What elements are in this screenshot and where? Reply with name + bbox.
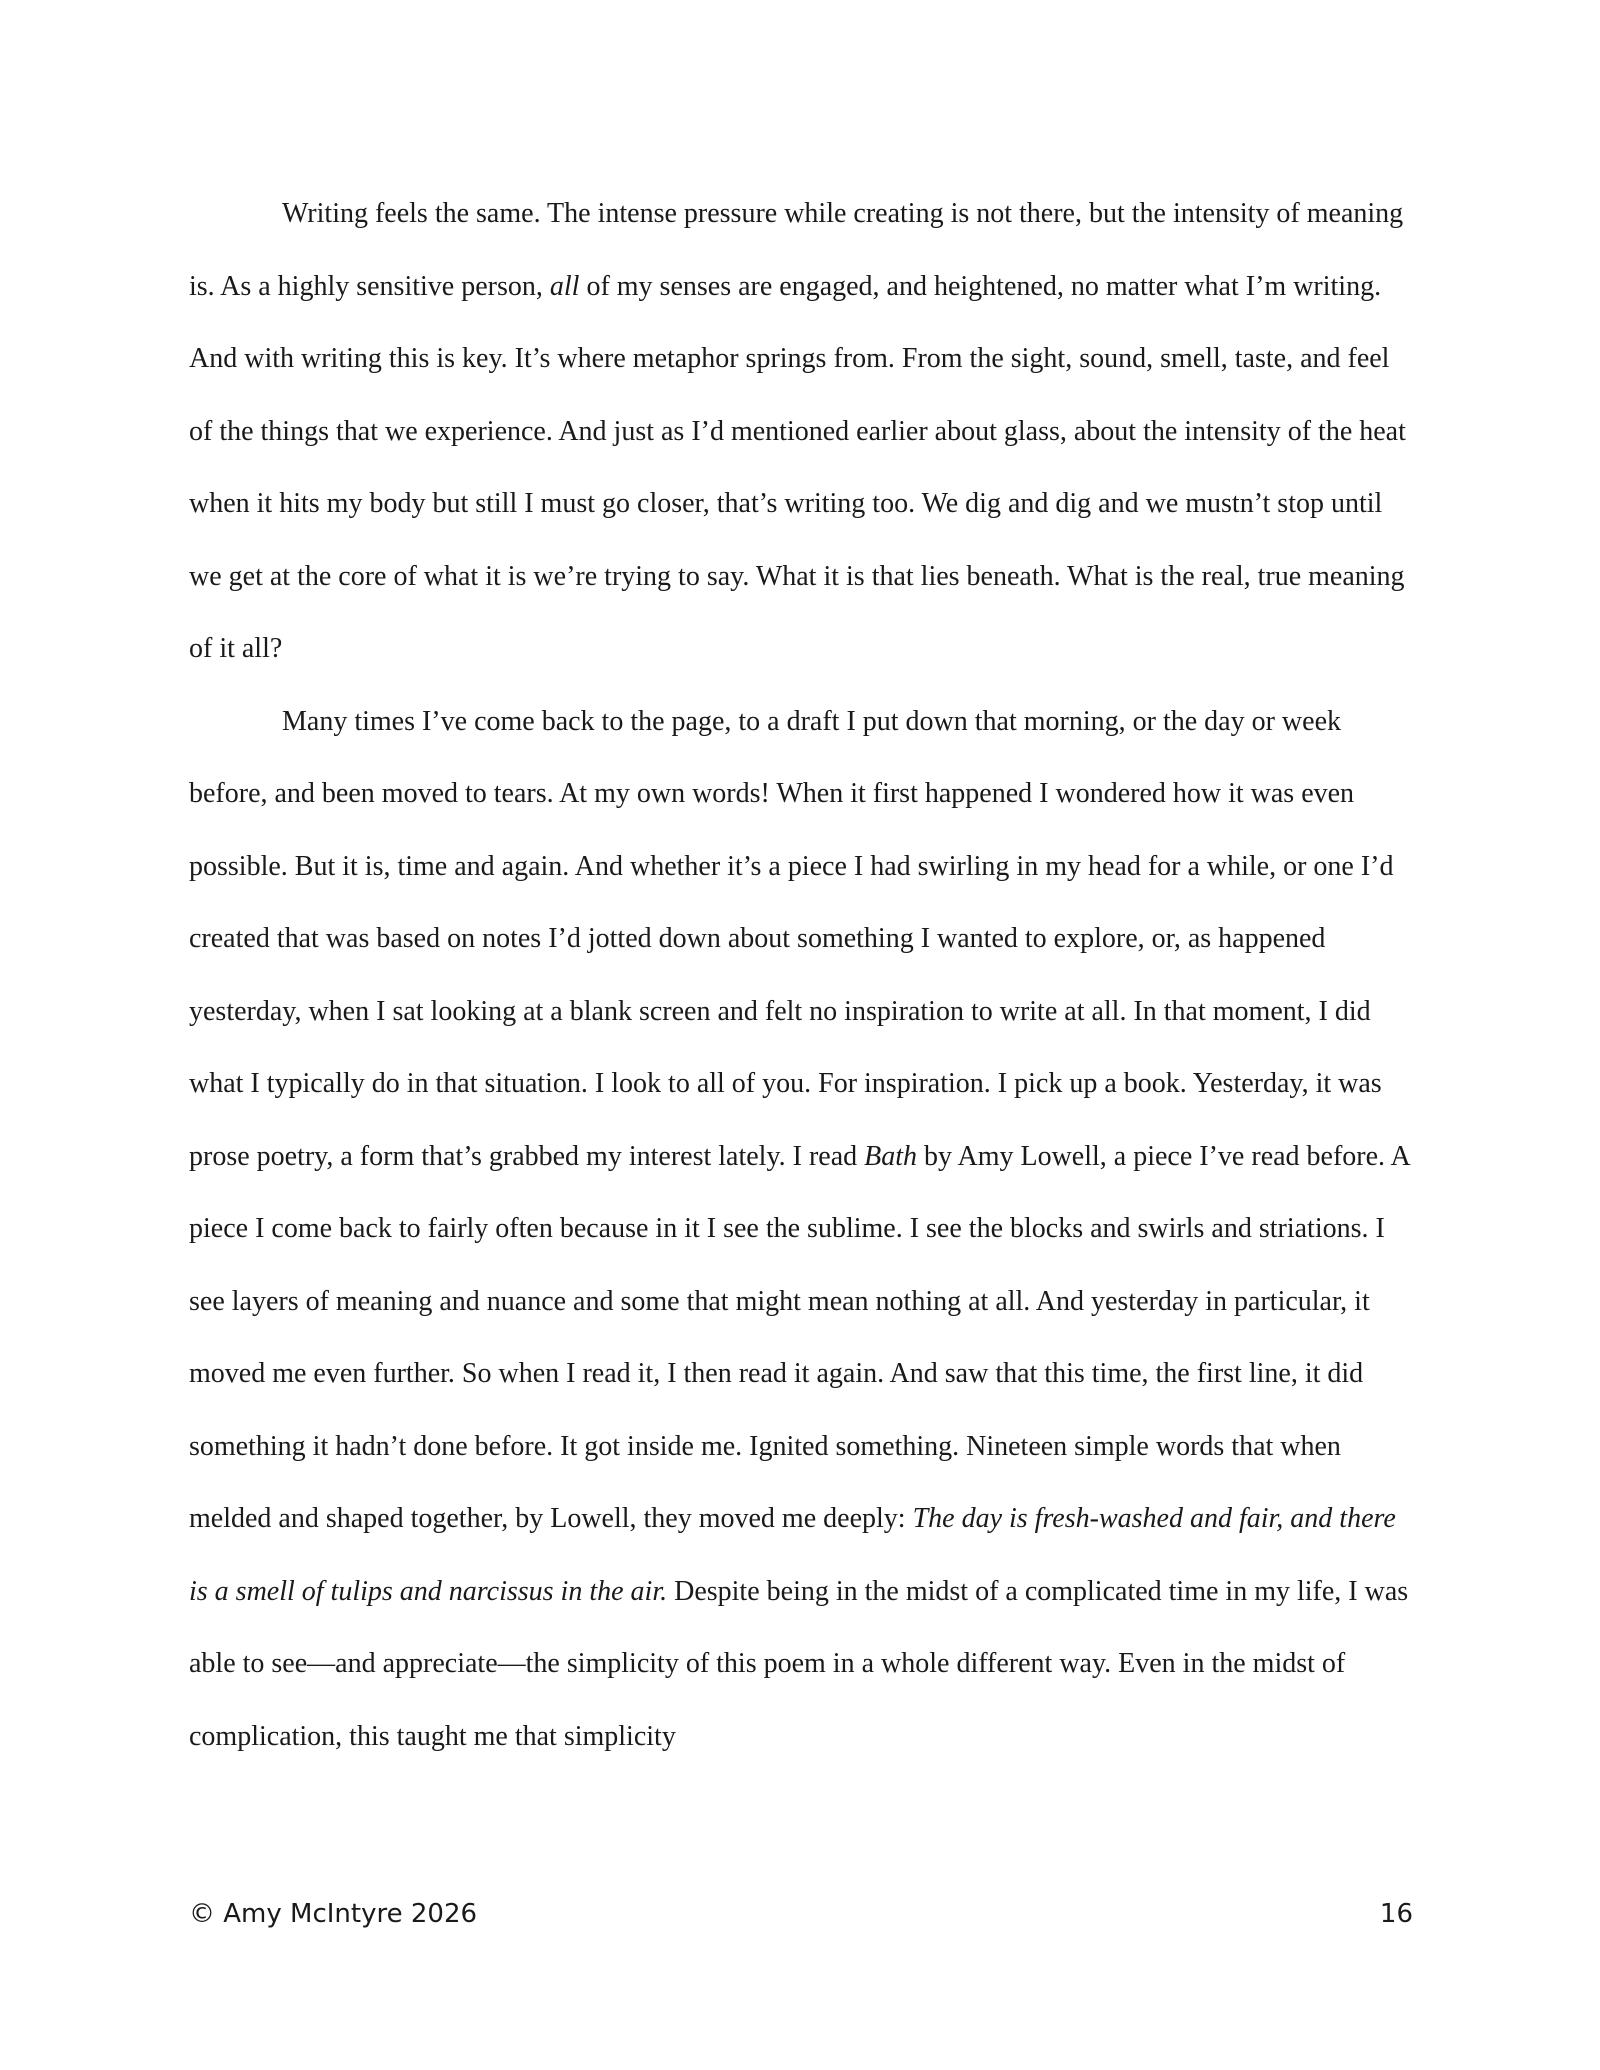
paragraph-2-segment-5: Despite being in the midst of a complicated time in my life, I was able to see—and appreciate—the simplicity of this poem in a whole different way. Even in the midst of complication, this taught me that simplicity: [189, 1575, 1409, 1752]
paragraph-2: [189, 686, 1413, 1774]
paragraph-2-quote: The day is fresh-washed and fair, and there is a smell of tulips and narcissus in the air.: [189, 1503, 1396, 1607]
page-footer: [189, 1899, 1413, 1939]
paragraph-2-emphasis-bath: Bath: [864, 1140, 918, 1172]
paragraph-2-segment-1: Many times I’ve come back to the page, to a draft I put down that morning, or the day or week before, and been moved to tears. At my own words! When it first happened I wondered how it was even possible. But it is, time and again. And whether it’s a piece I had swirling in my head for a while, or one I’d created that was based on notes I’d jotted down about something I wanted to explore, or, as happened yesterday, when I sat looking at a blank screen and felt no inspiration to write at all. In that moment, I did what I typically do in that situation. I look to all of you. For inspiration. I pick up a book. Yesterday, it was prose poetry, a form that’s grabbed my interest lately. I read: [189, 705, 1394, 1172]
paragraph-2-segment-3: by Amy Lowell, a piece I’ve read before. A piece I come back to fairly often because in it I see the sublime. I see the blocks and swirls and striations. I see layers of meaning and nuance and some that might mean nothing at all. And yesterday in particular, it moved me even further. So when I read it, I then read it again. And saw that this time, the first line, it did something it hadn’t done before. It got inside me. Ignited something. Nineteen simple words that when melded and shaped together, by Lowell, they moved me deeply:: [189, 1140, 1410, 1534]
paragraph-1-emphasis-all: all: [549, 270, 580, 302]
page-number: 16: [1379, 1899, 1413, 1929]
paragraph-1-segment-3: of my senses are engaged, and heightened, no matter what I’m writing. And with writing this is key. It’s where metaphor springs from. From the sight, sound, smell, taste, and feel of the things that we experience. And just as I’d mentioned earlier about glass, about the intensity of the heat when it hits my body but still I must go closer, that’s writing too. We dig and dig and we mustn’t stop until we get at the core of what it is we’re trying to say. What it is that lies beneath. What is the real, true meaning of it all?: [189, 270, 1406, 664]
paragraph-1: [189, 178, 1413, 686]
paragraph-1-segment-1: Writing feels the same. The intense pressure while creating is not there, but the intensity of meaning is. As a highly sensitive person,: [189, 198, 1404, 302]
body-text: [189, 178, 1413, 1773]
copyright-notice: © Amy McIntyre 2026: [189, 1899, 478, 1929]
